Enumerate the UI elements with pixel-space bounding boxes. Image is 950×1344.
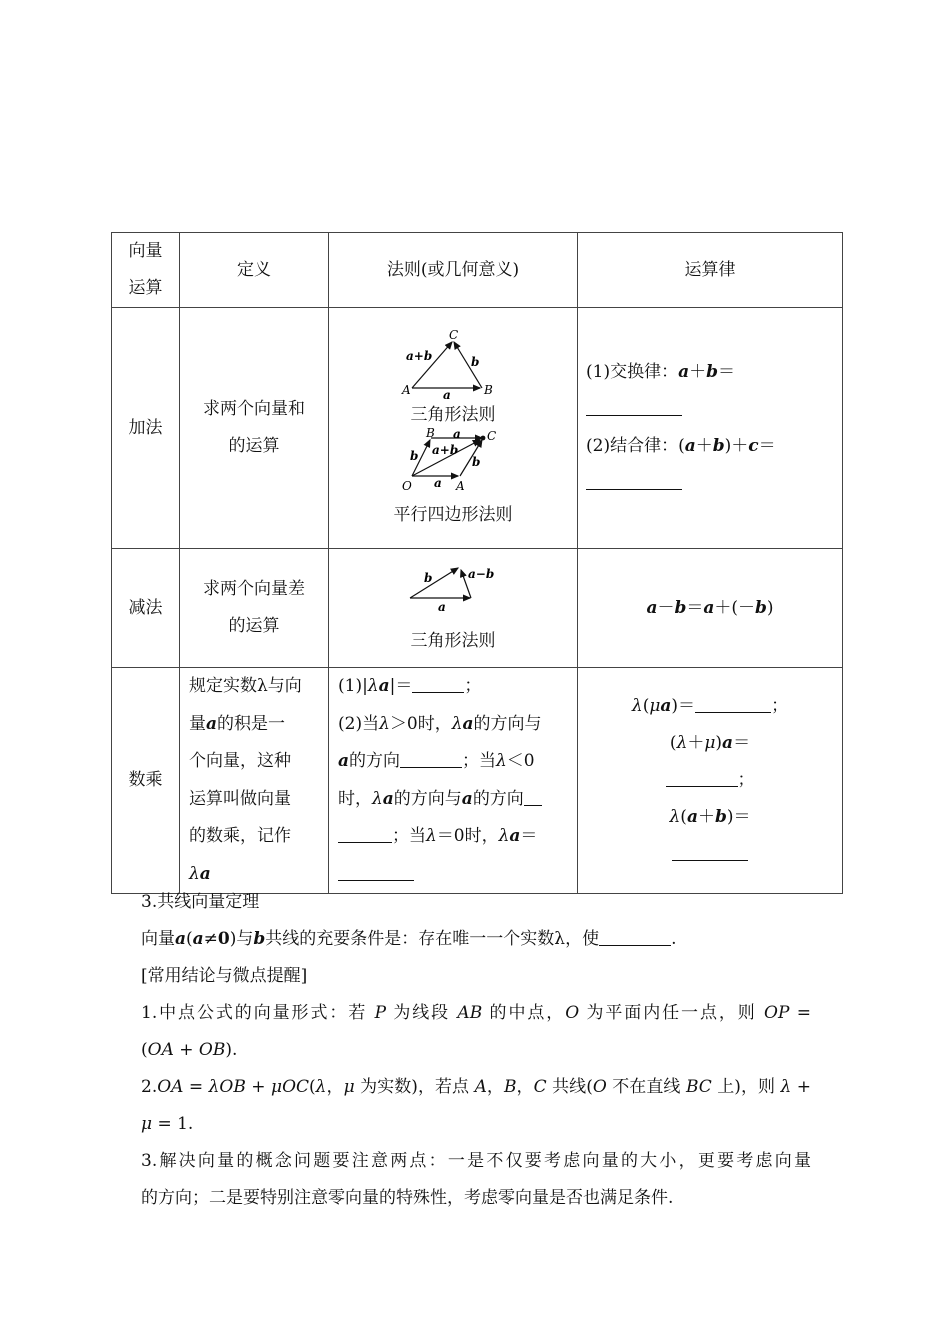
rule-addition xyxy=(329,308,578,549)
label-b-left: b xyxy=(410,449,419,463)
section-3 xyxy=(141,884,811,1217)
label-a-top: a xyxy=(453,428,461,441)
label-C: C xyxy=(487,429,497,443)
header-law: 运算律 xyxy=(578,233,843,308)
section-3-text: 向量a(a≠0)与b共线的充要条件是：存在唯一一个实数λ，使 . xyxy=(141,929,677,949)
section-3-title: 3.共线向量定理 xyxy=(141,892,260,912)
parallelogram-rule-caption: 平行四边形法则 xyxy=(393,505,513,525)
law-subtraction: a－b＝a＋(－b) xyxy=(578,549,843,668)
header-definition: 定义 xyxy=(180,233,329,308)
definition-scalar-multiplication: 规定实数λ与向 量a的积是一 个向量，这种 运算叫做向量 的数乘，记作 λa xyxy=(180,668,329,894)
label-O: O xyxy=(402,479,412,493)
table-row-addition xyxy=(112,308,843,549)
label-a: a xyxy=(438,600,446,614)
label-a-plus-b: a+b xyxy=(432,443,459,457)
label-b: b xyxy=(471,355,480,369)
tip-1-line-2: (OA + OB). xyxy=(141,1040,238,1060)
tip-3-line-2: 的方向；二是要特别注意零向量的特殊性，考虑零向量是否也满足条件. xyxy=(141,1188,674,1208)
rule-subtraction xyxy=(329,549,578,668)
label-b: b xyxy=(424,571,433,585)
table-header-row xyxy=(112,233,843,308)
triangle-rule-caption: 三角形法则 xyxy=(410,405,496,425)
label-a-bottom: a xyxy=(434,476,442,490)
parallelogram-rule-diagram xyxy=(398,428,508,494)
associative-law: (2)结合律：(a＋b)＋c＝ xyxy=(586,436,776,456)
op-name-scalar-multiplication: 数乘 xyxy=(112,668,180,894)
label-A: A xyxy=(456,479,465,493)
label-B: B xyxy=(484,383,493,397)
op-name-subtraction: 减法 xyxy=(112,549,180,668)
rule-scalar-multiplication: (1)|λa|＝ ； (2)当λ＞0时，λa的方向与 a的方向 ；当λ＜0 时，λa的方向与a的方向 ；当λ＝0时，λa＝ xyxy=(329,668,578,894)
op-name-addition: 加法 xyxy=(112,308,180,549)
label-a-minus-b: a−b xyxy=(468,567,495,581)
tip-2-line-1: 2.OA = λOB + μOC(λ，μ 为实数)，若点 A，B，C 共线(O 不在直线 BC 上)，则 λ + xyxy=(141,1077,812,1097)
tip-2-line-2: μ = 1. xyxy=(141,1114,194,1134)
blank-associative xyxy=(586,474,682,490)
definition-subtraction: 求两个向量差 的运算 xyxy=(180,549,329,668)
label-C: C xyxy=(449,328,459,342)
table-row-scalar-multiplication xyxy=(112,668,843,894)
label-a-plus-b: a+b xyxy=(406,349,433,363)
subtraction-triangle-diagram xyxy=(398,562,508,614)
label-B: B xyxy=(426,428,435,440)
label-A: A xyxy=(402,383,411,397)
subtraction-rule-caption: 三角形法则 xyxy=(410,631,496,651)
label-b-right: b xyxy=(472,455,481,469)
commutative-law: (1)交换律：a＋b＝ xyxy=(586,362,735,382)
blank-commutative xyxy=(586,400,682,416)
label-a: a xyxy=(443,388,451,400)
law-scalar-multiplication: λ(μa)＝ ； (λ＋μ)a＝ ； λ(a＋b)＝ xyxy=(578,668,843,894)
table-row-subtraction xyxy=(112,549,843,668)
header-operation: 向量 运算 xyxy=(112,233,180,308)
header-rule: 法则(或几何意义) xyxy=(329,233,578,308)
tips-title: [常用结论与微点提醒] xyxy=(141,966,308,986)
vector-operations-table xyxy=(111,232,843,894)
definition-addition: 求两个向量和 的运算 xyxy=(180,308,329,549)
tip-1-line-1: 1.中点公式的向量形式：若 P 为线段 AB 的中点，O 为平面内任一点，则 OP = xyxy=(141,1003,812,1023)
triangle-rule-diagram xyxy=(398,328,508,400)
law-addition xyxy=(578,308,843,549)
tip-3-line-1: 3.解决向量的概念问题要注意两点：一是不仅要考虑向量的大小，更要考虑向量 xyxy=(141,1151,811,1171)
